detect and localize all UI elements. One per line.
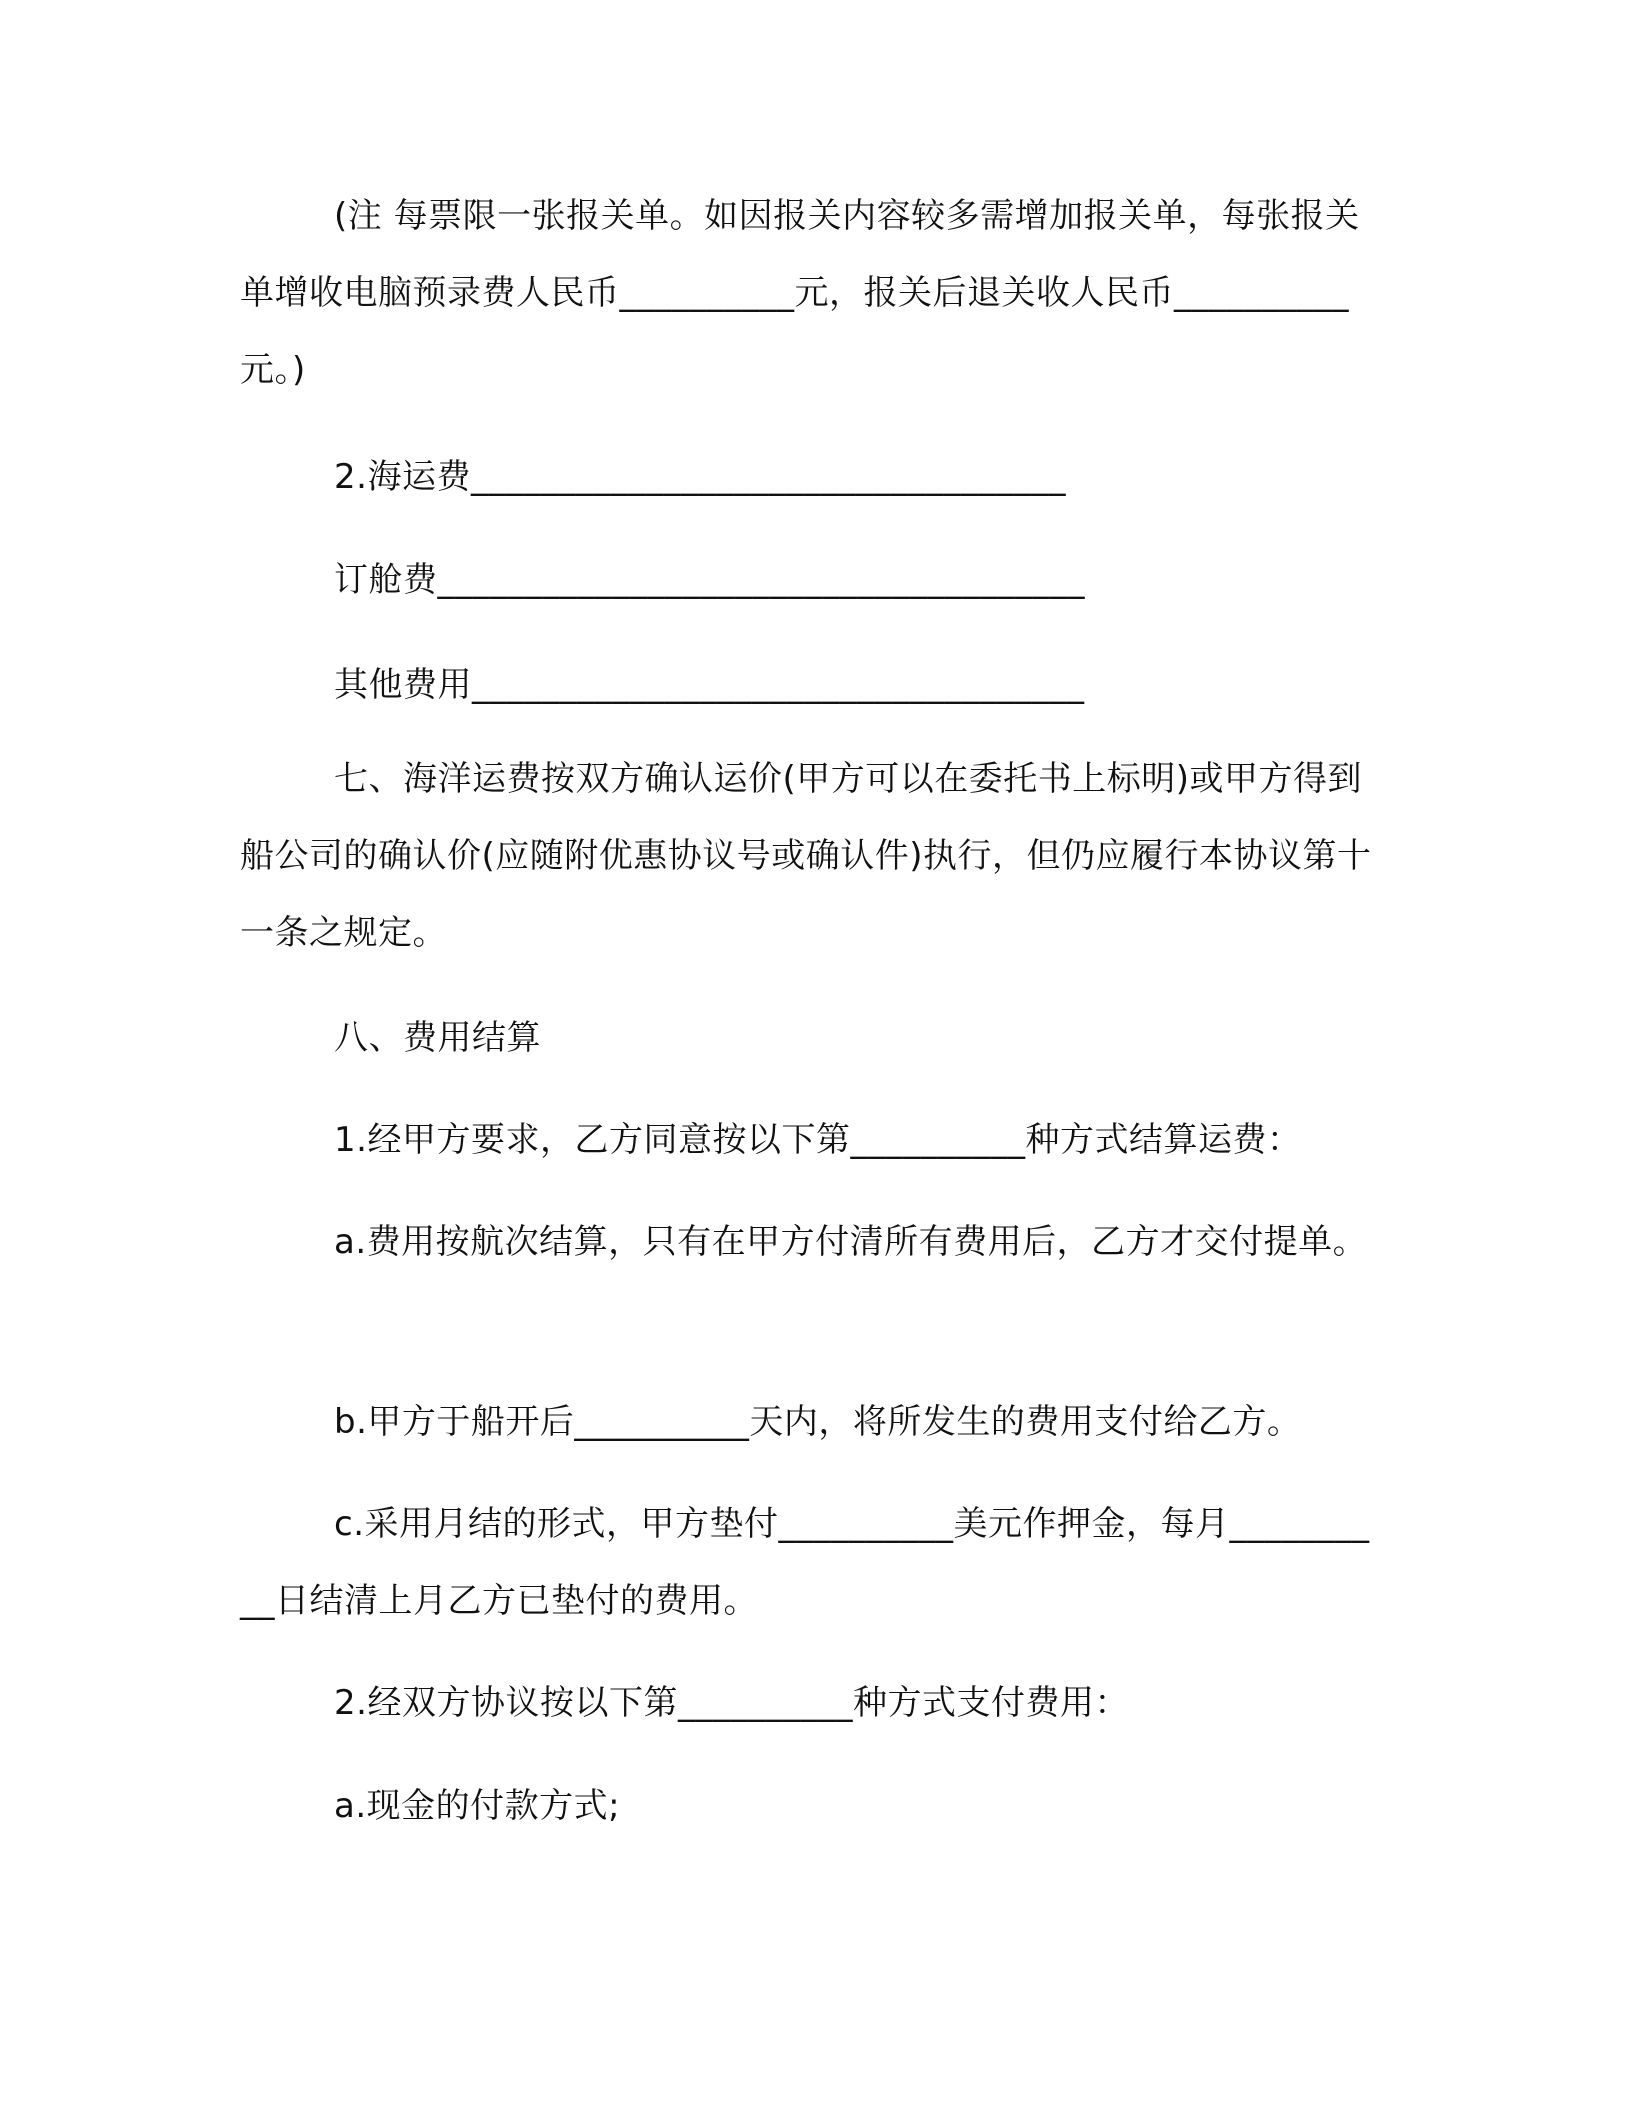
note-customs-declaration: (注 每票限一张报关单。如因报关内容较多需增加报关单，每张报关单增收电脑预录费人民币__________元，报关后退关收人民币__________元。): [240, 196, 1360, 390]
option-b-days-after-sailing: b.甲方于船开后__________天内，将所发生的费用支付给乙方。: [334, 1402, 1302, 1442]
payment-method-2: 2.经双方协议按以下第__________种方式支付费用：: [334, 1683, 1129, 1723]
settlement-method-1: 1.经甲方要求，乙方同意按以下第__________种方式结算运费：: [334, 1120, 1302, 1160]
other-fees-line: 其他费用___________________________________: [334, 665, 1085, 705]
option-c-monthly: c.采用月结的形式，甲方垫付__________美元作押金，每月__________日结清上月乙方已垫付的费用。: [240, 1504, 1370, 1621]
clause-eight-heading: 八、费用结算: [334, 1018, 541, 1058]
clause-seven: 七、海洋运费按双方确认运价(甲方可以在委托书上标明)或甲方得到船公司的确认价(应随附优惠协议号或确认件)执行，但仍应履行本协议第十一条之规定。: [240, 759, 1372, 953]
option-a-cash: a.现金的付款方式;: [334, 1786, 621, 1826]
ocean-freight-line: 2.海运费__________________________________: [334, 457, 1066, 497]
option-a-per-voyage: a.费用按航次结算，只有在甲方付清所有费用后，乙方才交付提单。: [334, 1222, 1368, 1262]
booking-fee-line: 订舱费_____________________________________: [334, 560, 1085, 600]
